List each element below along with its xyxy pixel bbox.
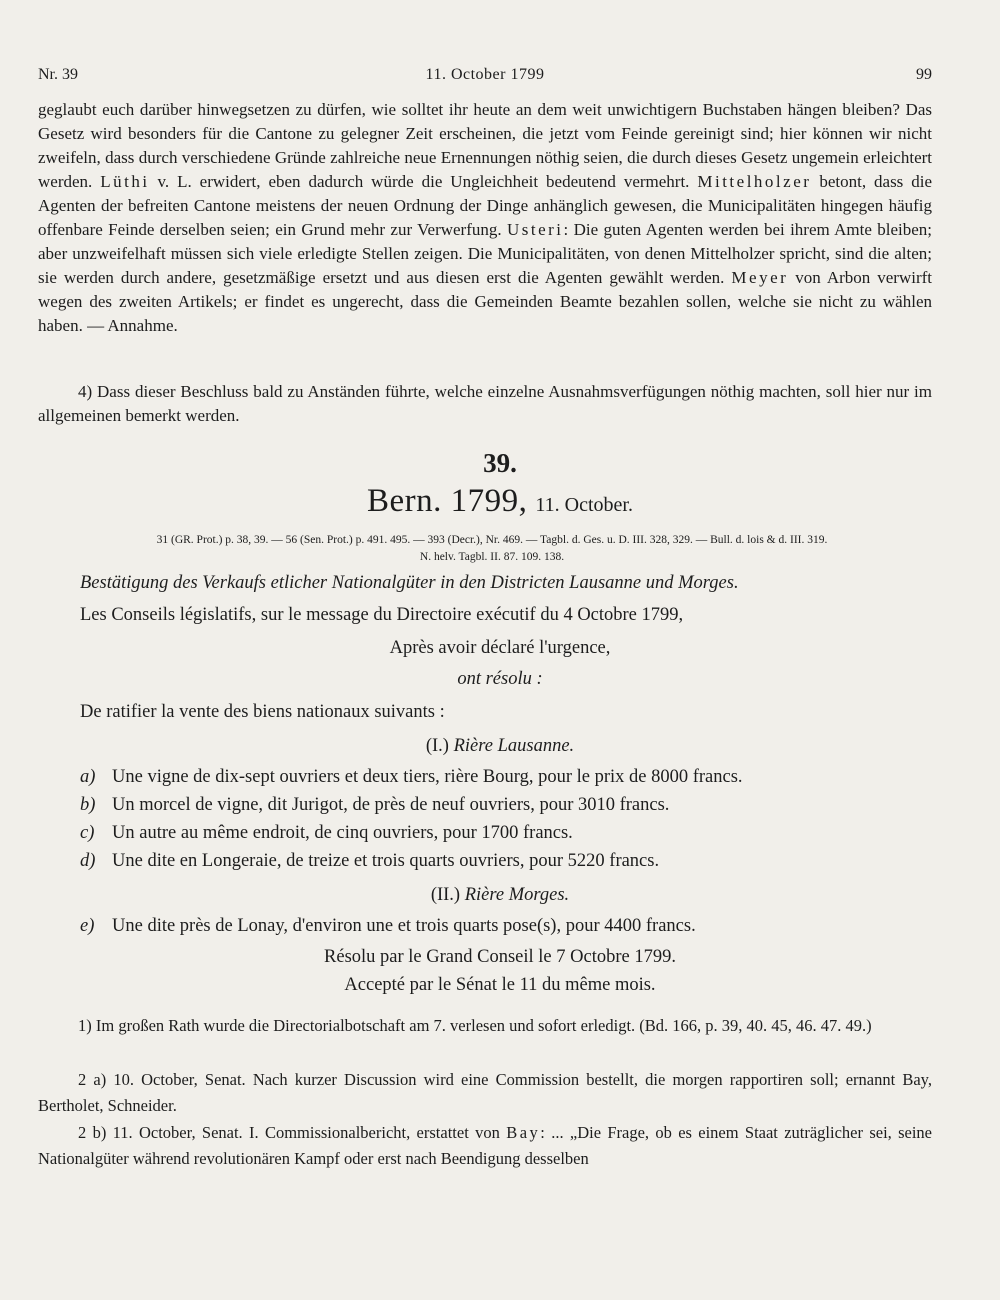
decree-urgence: Après avoir déclaré l'urgence,	[389, 638, 611, 658]
heading-date: 11. October.	[535, 494, 633, 516]
date-header: 11. October 1799	[425, 66, 545, 83]
item-letter: a)	[80, 767, 96, 787]
text-segment: geglaubt euch darüber hinwegsetzen zu dürfen, wie solltet ihr heute an dem weit unwichtigern Buchstaben hängen bleiben? Das Gesetz wird besonders für die Cantone zu gelegner Zeit erscheinen, die jetzt vom Feinde gereinigt sind; hier können wir nicht zweifeln, dass durch verschiedene Gründe zahlreiche neue Ernennungen nöthig seien, die durch dieses Gesetz ungemein erleichtert werden.	[38, 100, 932, 191]
item-letter: b)	[80, 795, 96, 815]
footnote-1-text: 1) Im großen Rath wurde die Directorialbotschaft am 7. verlesen und sofort erledigt. (Bd. 166, p. 39, 40. 45, 46. 47. 49.)	[78, 1016, 872, 1035]
section-heading-lausanne	[0, 734, 1000, 758]
references-line: N. helv. Tagbl. II. 87. 109. 138.	[419, 551, 565, 563]
running-head	[38, 66, 932, 88]
item-text: Une vigne de dix-sept ouvriers et deux tiers, rière Bourg, pour le prix de 8000 francs.	[112, 767, 743, 787]
section-title: Rière Morges.	[464, 885, 570, 905]
decree-preamble: Les Conseils législatifs, sur le message du Directoire exécutif du 4 Octobre 1799,	[80, 605, 684, 625]
resolution-grand-conseil: Résolu par le Grand Conseil le 7 Octobre 1799.	[324, 947, 676, 967]
speaker-name: Meyer	[731, 268, 789, 287]
section-number: (II.)	[430, 885, 461, 905]
page-number: 99	[916, 66, 932, 83]
item-text: Un morcel de vigne, dit Jurigot, de près de neuf ouvriers, pour 3010 francs.	[112, 795, 670, 815]
speaker-name: Bay	[506, 1123, 541, 1142]
property-item	[80, 821, 573, 845]
item-letter: e)	[80, 916, 95, 936]
footnote-4-text: 4) Dass dieser Beschluss bald zu Anständen führte, welche einzelne Ausnahmsverfügungen nöthig machten, soll hier nur im allgemeinen bemerkt werden.	[38, 382, 932, 425]
footnote-1	[38, 1013, 932, 1039]
footnote-2b	[38, 1120, 932, 1172]
text-segment: betont, dass die Agenten der befreiten Cantone meistens der neuen Ordnung der Dinge anhänglich gewesen, die Municipalitäten hingegen häufig offenbare Feinde derselben seien; ein Grund mehr zur Verwerfung.	[38, 172, 932, 239]
text-segment: von Arbon verwirft wegen des zweiten Artikels; er findet es ungerecht, dass die Gemeinden Beamte bezahlen sollen, welche sie nicht zu wählen haben. — Annahme.	[38, 268, 932, 335]
item-letter: d)	[80, 851, 96, 871]
text-segment: : Die guten Agenten werden bei ihrem Amte bleiben; aber unzweifelhaft müssen sich viele erledigte Stellen zeigen. Die Municipalitäten, von denen Mittelholzer spricht, sind die alten; sie werden durch andere, gesetzmäßige ersetzt und aus diesen erst die Agenten gewählt werden.	[38, 220, 932, 287]
document-heading	[0, 482, 1000, 520]
acceptance-senat: Accepté par le Sénat le 11 du même mois.	[344, 975, 656, 995]
footnote-2a	[38, 1067, 932, 1119]
text-segment: 2 b) 11. October, Senat. I. Commissionalbericht, erstattet von	[78, 1123, 500, 1142]
heading-place-year: Bern. 1799,	[367, 483, 528, 519]
item-text: Une dite en Longeraie, de treize et trois quarts ouvriers, pour 5220 francs.	[112, 851, 660, 871]
footnote-2a-text: 2 a) 10. October, Senat. Nach kurzer Discussion wird eine Commission bestellt, die morgen rapportiren soll; ernannt Bay, Bertholet, Schneider.	[38, 1070, 932, 1115]
section-title: Rière Lausanne.	[453, 736, 575, 756]
decree-ratifier: De ratifier la vente des biens nationaux suivants :	[80, 702, 445, 722]
speaker-name: Mittelholzer	[697, 172, 812, 191]
item-letter: c)	[80, 823, 95, 843]
property-item	[80, 793, 669, 817]
document-number: 39.	[483, 448, 517, 478]
speaker-name: Usteri	[506, 220, 564, 239]
document-number-header: Nr. 39	[38, 66, 78, 83]
speaker-name: Lüthi	[100, 172, 150, 191]
property-item	[80, 765, 743, 789]
text-segment: v. L. erwidert, eben dadurch würde die Ungleichheit bedeutend vermehrt.	[157, 172, 690, 191]
references-line: 31 (GR. Prot.) p. 38, 39. — 56 (Sen. Prot.) p. 491. 495. — 393 (Decr.), Nr. 469. — Tagbl. d. Ges. u. D. III. 328, 329. — Bull. d. lois & d. III. 319.	[156, 534, 828, 546]
item-text: Un autre au même endroit, de cinq ouvriers, pour 1700 francs.	[112, 823, 573, 843]
item-text: Une dite près de Lonay, d'environ une et trois quarts pose(s), pour 4400 francs.	[112, 916, 696, 936]
document-summary: Bestätigung des Verkaufs etlicher Nationalgüter in den Districten Lausanne und Morges.	[80, 573, 739, 593]
text-segment: : ... „Die Frage, ob es einem Staat zuträglicher sei, seine Nationalgüter während revolutionären Kampf oder erst nach Beendigung desselben	[38, 1123, 932, 1168]
property-item	[80, 849, 659, 873]
continuation-paragraph	[38, 98, 932, 338]
source-references	[52, 532, 932, 566]
section-heading-morges	[0, 883, 1000, 907]
section-number: (I.)	[425, 736, 449, 756]
footnote-4	[38, 380, 932, 428]
decree-resolu: ont résolu :	[457, 669, 543, 689]
property-item	[80, 914, 696, 938]
